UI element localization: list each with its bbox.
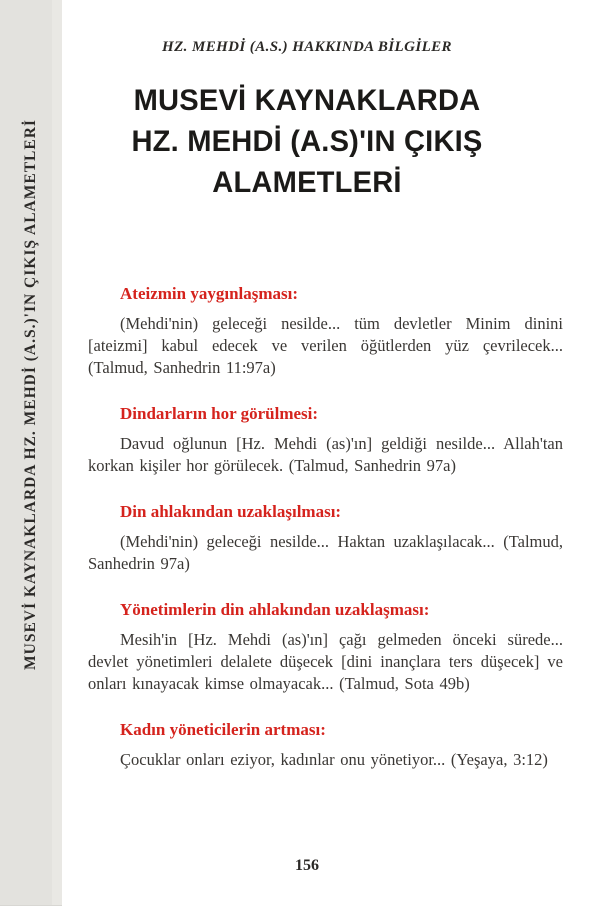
section-heading: Yönetimlerin din ahlakından uzaklaşması: — [120, 600, 430, 619]
page-title — [69, 80, 544, 203]
section-din-ahlaki — [88, 501, 563, 575]
section-heading: Dindarların hor görülmesi: — [120, 404, 319, 423]
page-title-line-2: HZ. MEHDİ (A.S)'IN ÇIKIŞ — [131, 125, 483, 158]
section-paragraph: Mesih'in [Hz. Mehdi (as)'ın] çağı gelmeden önceki sürede... devlet yönetimleri delalete düşecek [dini inançlara ters düşecek] ve onları kınayacak kimse olmayacak... (Talmud, Sota 49b) — [88, 630, 563, 693]
section-ateizm — [88, 283, 563, 379]
section-heading: Din ahlakından uzaklaşılması: — [120, 502, 342, 521]
section-paragraph: (Mehdi'nin) geleceği nesilde... tüm devletler Minim dinini [ateizmi] kabul edecek ve verilen öğütlerden yüz çevrilecek... (Talmud, Sanhedrin 11:97a) — [88, 314, 563, 377]
section-paragraph: Davud oğlunun [Hz. Mehdi (as)'ın] geldiği nesilde... Allah'tan korkan kişiler hor görülecek. (Talmud, Sanhedrin 97a) — [88, 434, 563, 475]
body-content — [88, 283, 563, 795]
section-heading: Ateizmin yaygınlaşması: — [120, 284, 299, 303]
section-dindarlar — [88, 403, 563, 477]
page-title-line-1: MUSEVİ KAYNAKLARDA — [133, 84, 481, 117]
section-paragraph: (Mehdi'nin) geleceği nesilde... Haktan uzaklaşılacak... (Talmud, Sanhedrin 97a) — [88, 532, 563, 573]
section-yonetimler — [88, 599, 563, 695]
page-title-line-3: ALAMETLERİ — [212, 166, 402, 199]
section-heading: Kadın yöneticilerin artması: — [120, 720, 326, 739]
section-paragraph: Çocuklar onları eziyor, kadınlar onu yönetiyor... (Yeşaya, 3:12) — [120, 750, 548, 769]
vertical-chapter-title: MUSEVİ KAYNAKLARDA HZ. MEHDİ (A.S.)'IN ÇIKIŞ ALAMETLERİ — [22, 119, 39, 670]
running-header: HZ. MEHDİ (A.S.) HAKKINDA BİLGİLER — [162, 39, 452, 55]
section-kadin-yoneticiler — [88, 719, 563, 771]
page-number: 156 — [295, 857, 319, 874]
